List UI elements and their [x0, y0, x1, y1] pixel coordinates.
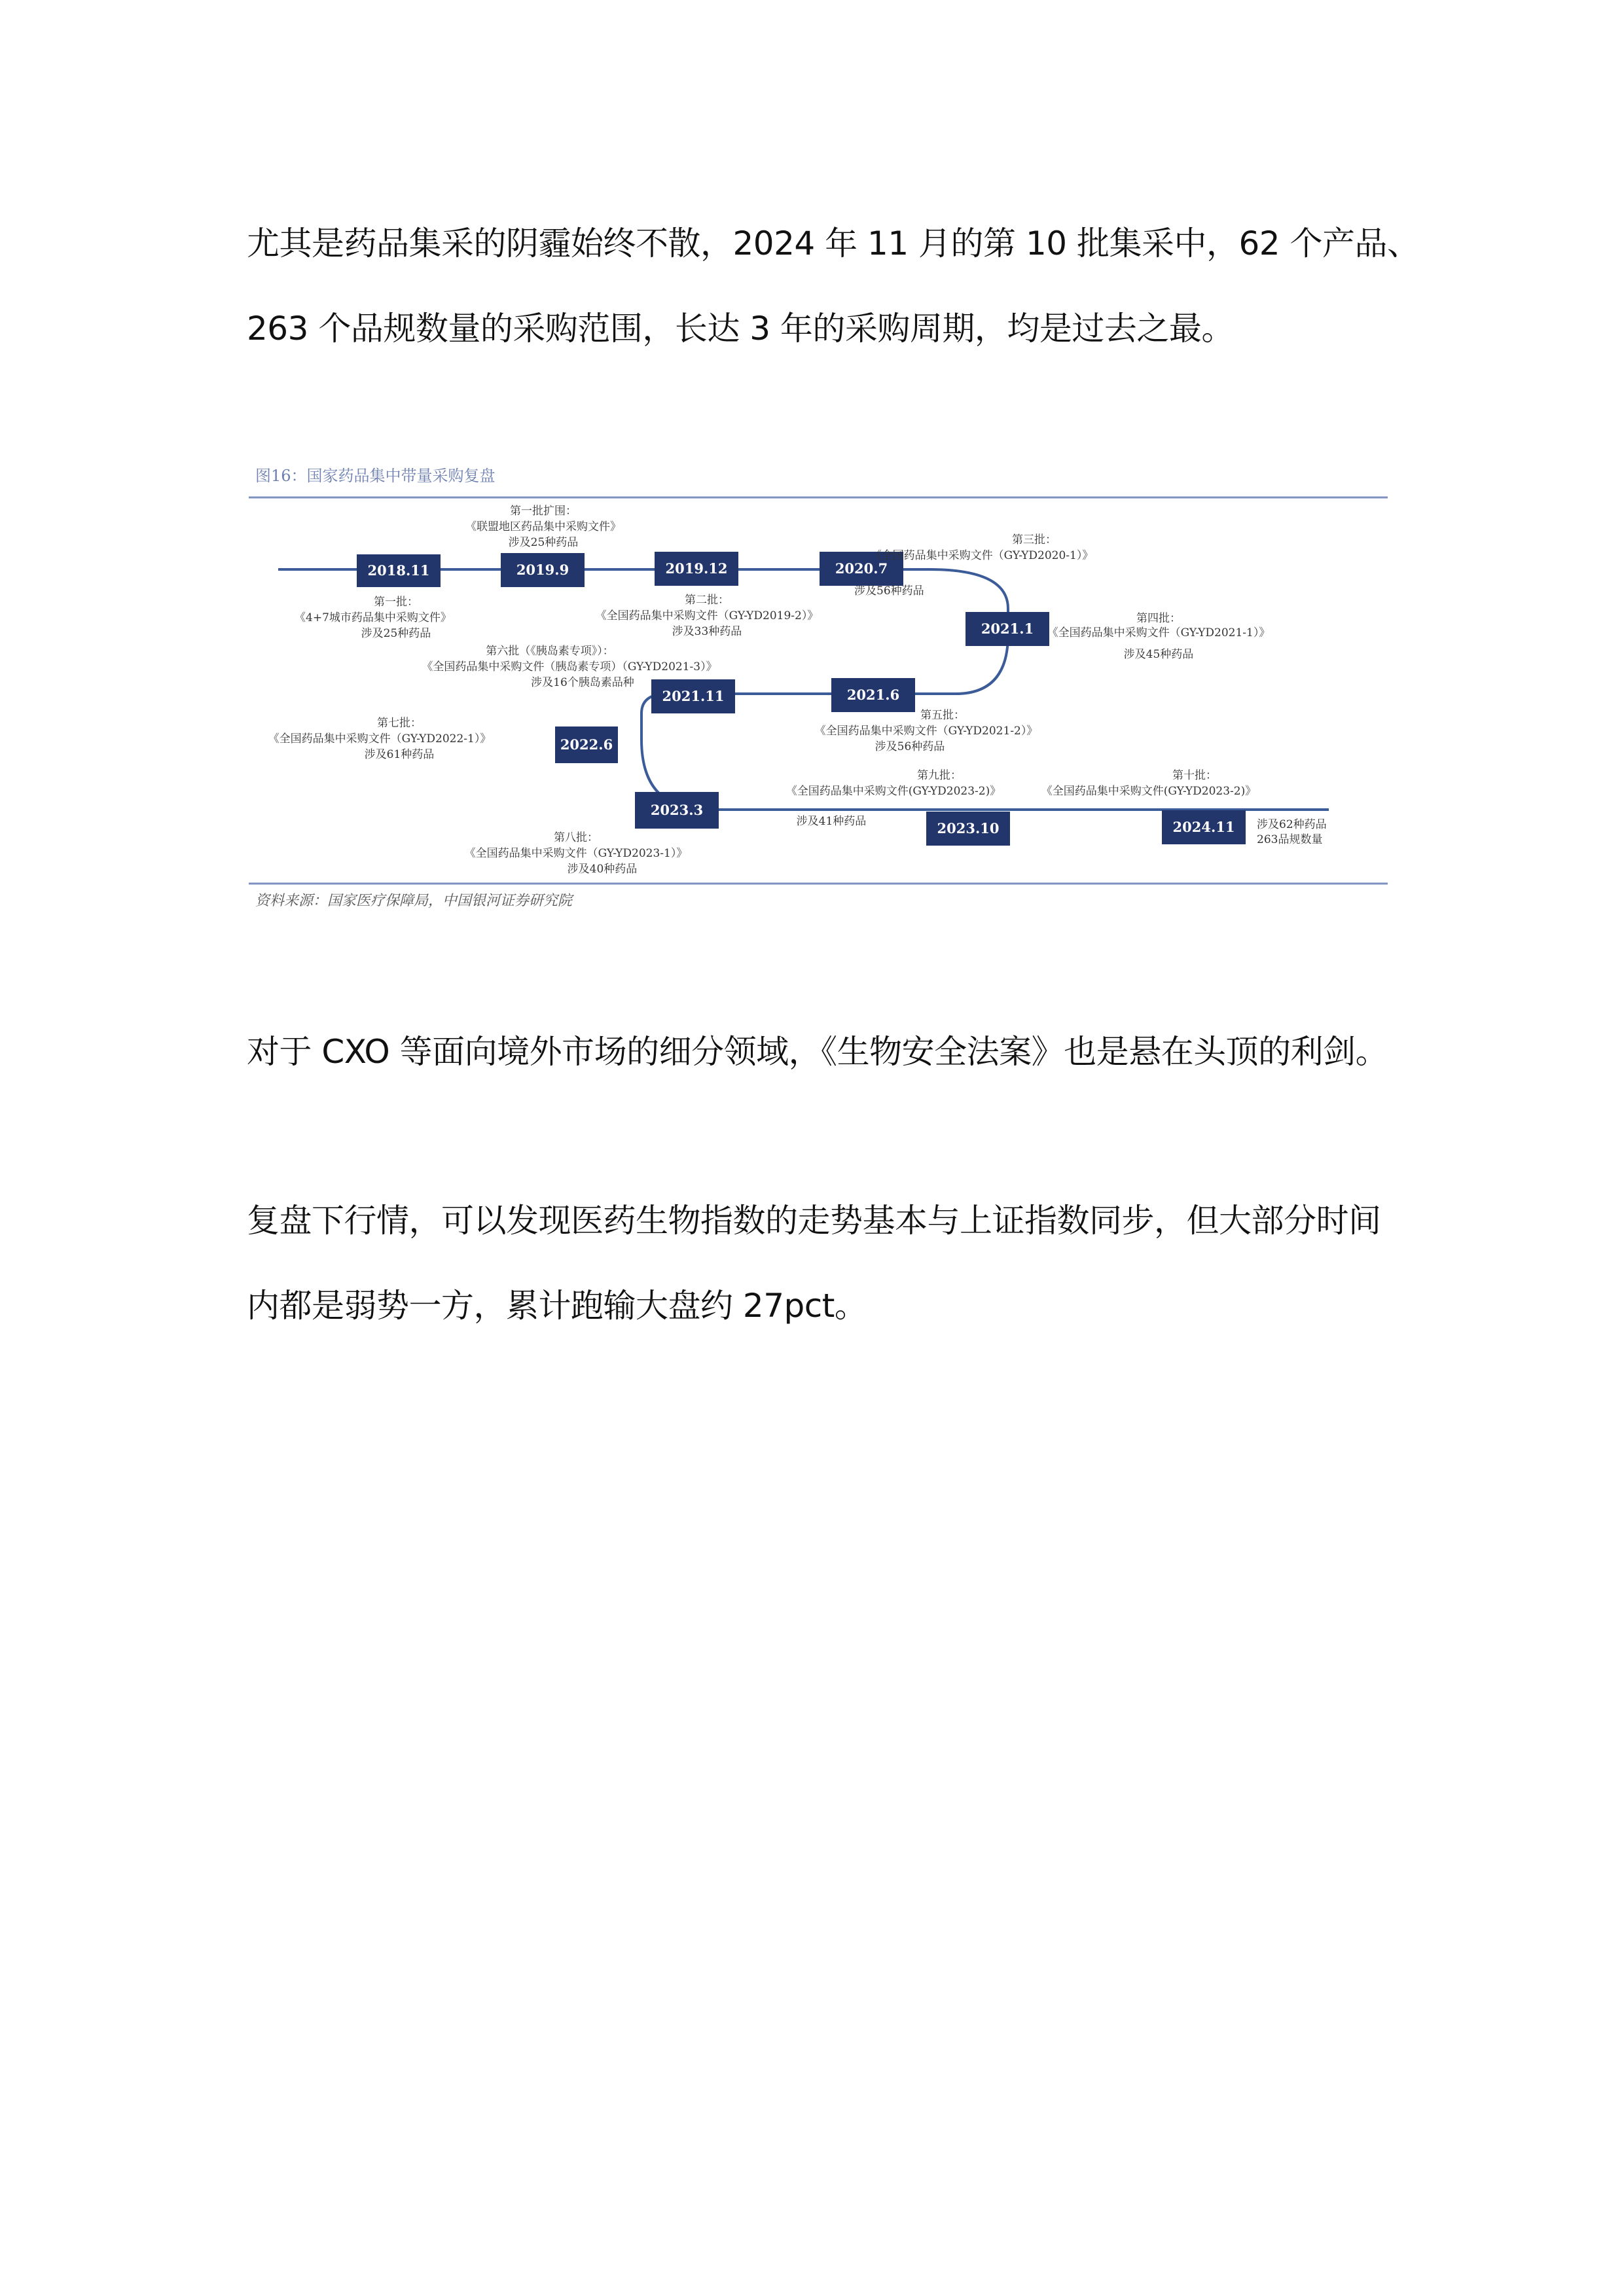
- paragraph-line-1: 尤其是药品集采的阴霾始终不散，2024 年 11 月的第 10 批集采中，62 个产品、: [247, 224, 1420, 262]
- svg-text:涉及33种药品: 涉及33种药品: [672, 625, 742, 638]
- annotation-batch-1-expansion: [465, 505, 621, 549]
- svg-text:涉及62种药品: 涉及62种药品: [1257, 818, 1327, 831]
- svg-text:涉及56种药品: 涉及56种药品: [854, 584, 924, 598]
- svg-text:涉及25种药品: 涉及25种药品: [361, 627, 431, 640]
- milestone-box: [357, 554, 441, 587]
- svg-text:《全国药品集中采购文件(GY-YD2023-2)》: 《全国药品集中采购文件(GY-YD2023-2)》: [1041, 785, 1257, 798]
- svg-text:第七批：: 第七批：: [377, 717, 422, 730]
- svg-text:第四批：: 第四批：: [1136, 612, 1181, 625]
- paragraph-line-3: 对于 CXO 等面向境外市场的细分领域，《生物安全法案》也是悬在头顶的利剑。: [247, 1033, 1388, 1071]
- milestone-label: 2023.10: [937, 820, 1000, 836]
- svg-text:涉及40种药品: 涉及40种药品: [567, 863, 638, 876]
- milestone-label: 2018.11: [367, 562, 430, 579]
- svg-text:《全国药品集中采购文件（GY-YD2021-1）》: 《全国药品集中采购文件（GY-YD2021-1）》: [1047, 626, 1271, 639]
- figure-source: 资料来源：国家医疗保障局，中国银河证券研究院: [255, 893, 573, 909]
- paragraph-line-2: 263 个品规数量的采购范围，长达 3 年的采购周期，均是过去之最。: [247, 310, 1234, 348]
- milestone-label: 2020.7: [835, 560, 888, 577]
- svg-text:《全国药品集中采购文件（GY-YD2022-1）》: 《全国药品集中采购文件（GY-YD2022-1）》: [268, 732, 492, 745]
- milestone-label: 2019.9: [516, 562, 569, 578]
- annotation-batch-2: [596, 594, 819, 638]
- paragraph-line-4: 复盘下行情，可以发现医药生物指数的走势基本与上证指数同步，但大部分时间: [247, 1202, 1381, 1240]
- milestone-box: [635, 792, 719, 829]
- milestone-box: [555, 726, 618, 763]
- svg-text:涉及25种药品: 涉及25种药品: [508, 536, 579, 549]
- milestone-label: 2021.1: [981, 620, 1034, 637]
- milestone-label: 2023.3: [650, 802, 704, 818]
- milestone-box: [651, 679, 735, 713]
- svg-text:涉及56种药品: 涉及56种药品: [875, 740, 945, 753]
- annotation-batch-4: [1047, 612, 1271, 661]
- annotation-batch-7: [268, 717, 492, 761]
- svg-text:《4+7城市药品集中采购文件》: 《4+7城市药品集中采购文件》: [295, 611, 452, 624]
- annotation-batch-8: [465, 831, 688, 876]
- procurement-timeline-figure: [249, 458, 1388, 916]
- svg-text:第三批：: 第三批：: [1012, 533, 1056, 547]
- svg-text:《全国药品集中采购文件（胰岛素专项）（GY-YD2021-3: 《全国药品集中采购文件（胰岛素专项）（GY-YD2021-3）》: [422, 660, 717, 673]
- svg-text:第九批：: 第九批：: [917, 769, 962, 782]
- svg-text:涉及45种药品: 涉及45种药品: [1123, 648, 1194, 661]
- svg-text:涉及61种药品: 涉及61种药品: [364, 748, 435, 761]
- svg-text:第一批：: 第一批：: [374, 596, 418, 609]
- svg-text:第二批：: 第二批：: [685, 594, 729, 607]
- milestone-label: 2019.12: [665, 560, 728, 577]
- paragraph-line-5: 内都是弱势一方，累计跑输大盘约 27pct。: [247, 1287, 867, 1325]
- svg-text:《联盟地区药品集中采购文件》: 《联盟地区药品集中采购文件》: [465, 520, 621, 533]
- timeline-path: [278, 569, 1329, 810]
- svg-text:第一批扩围：: 第一批扩围：: [510, 505, 577, 518]
- svg-text:涉及16个胰岛素品种: 涉及16个胰岛素品种: [531, 676, 634, 689]
- svg-text:《全国药品集中采购文件（GY-YD2021-2）》: 《全国药品集中采购文件（GY-YD2021-2）》: [814, 725, 1038, 738]
- milestone-box: [926, 812, 1010, 846]
- svg-text:第五批：: 第五批：: [920, 709, 965, 722]
- svg-text:263品规数量: 263品规数量: [1257, 833, 1323, 846]
- svg-text:第六批（《胰岛素专项》）：: 第六批（《胰岛素专项》）：: [486, 645, 614, 658]
- figure-caption: 图16：国家药品集中带量采购复盘: [255, 467, 496, 485]
- milestone-box: [1162, 810, 1246, 844]
- milestone-label: 2024.11: [1172, 819, 1235, 835]
- milestone-box: [831, 678, 915, 712]
- milestone-label: 2021.6: [846, 687, 900, 703]
- annotation-batch-1: [295, 596, 452, 640]
- milestone-box: [965, 612, 1049, 646]
- svg-text:第八批：: 第八批：: [554, 831, 598, 844]
- svg-text:第十批：: 第十批：: [1172, 769, 1217, 782]
- milestone-box: [501, 553, 585, 587]
- svg-text:涉及41种药品: 涉及41种药品: [796, 815, 867, 828]
- svg-text:《全国药品集中采购文件（GY-YD2020-1）》: 《全国药品集中采购文件（GY-YD2020-1）》: [870, 549, 1094, 562]
- milestone-label: 2022.6: [560, 736, 613, 753]
- annotation-batch-5: [815, 709, 1038, 753]
- milestone-box: [655, 552, 738, 586]
- svg-text:《全国药品集中采购文件（GY-YD2023-1）》: 《全国药品集中采购文件（GY-YD2023-1）》: [464, 847, 688, 860]
- milestone-label: 2021.11: [662, 688, 725, 704]
- svg-text:《全国药品集中采购文件（GY-YD2019-2）》: 《全国药品集中采购文件（GY-YD2019-2）》: [595, 609, 819, 622]
- svg-text:《全国药品集中采购文件(GY-YD2023-2)》: 《全国药品集中采购文件(GY-YD2023-2)》: [785, 785, 1001, 798]
